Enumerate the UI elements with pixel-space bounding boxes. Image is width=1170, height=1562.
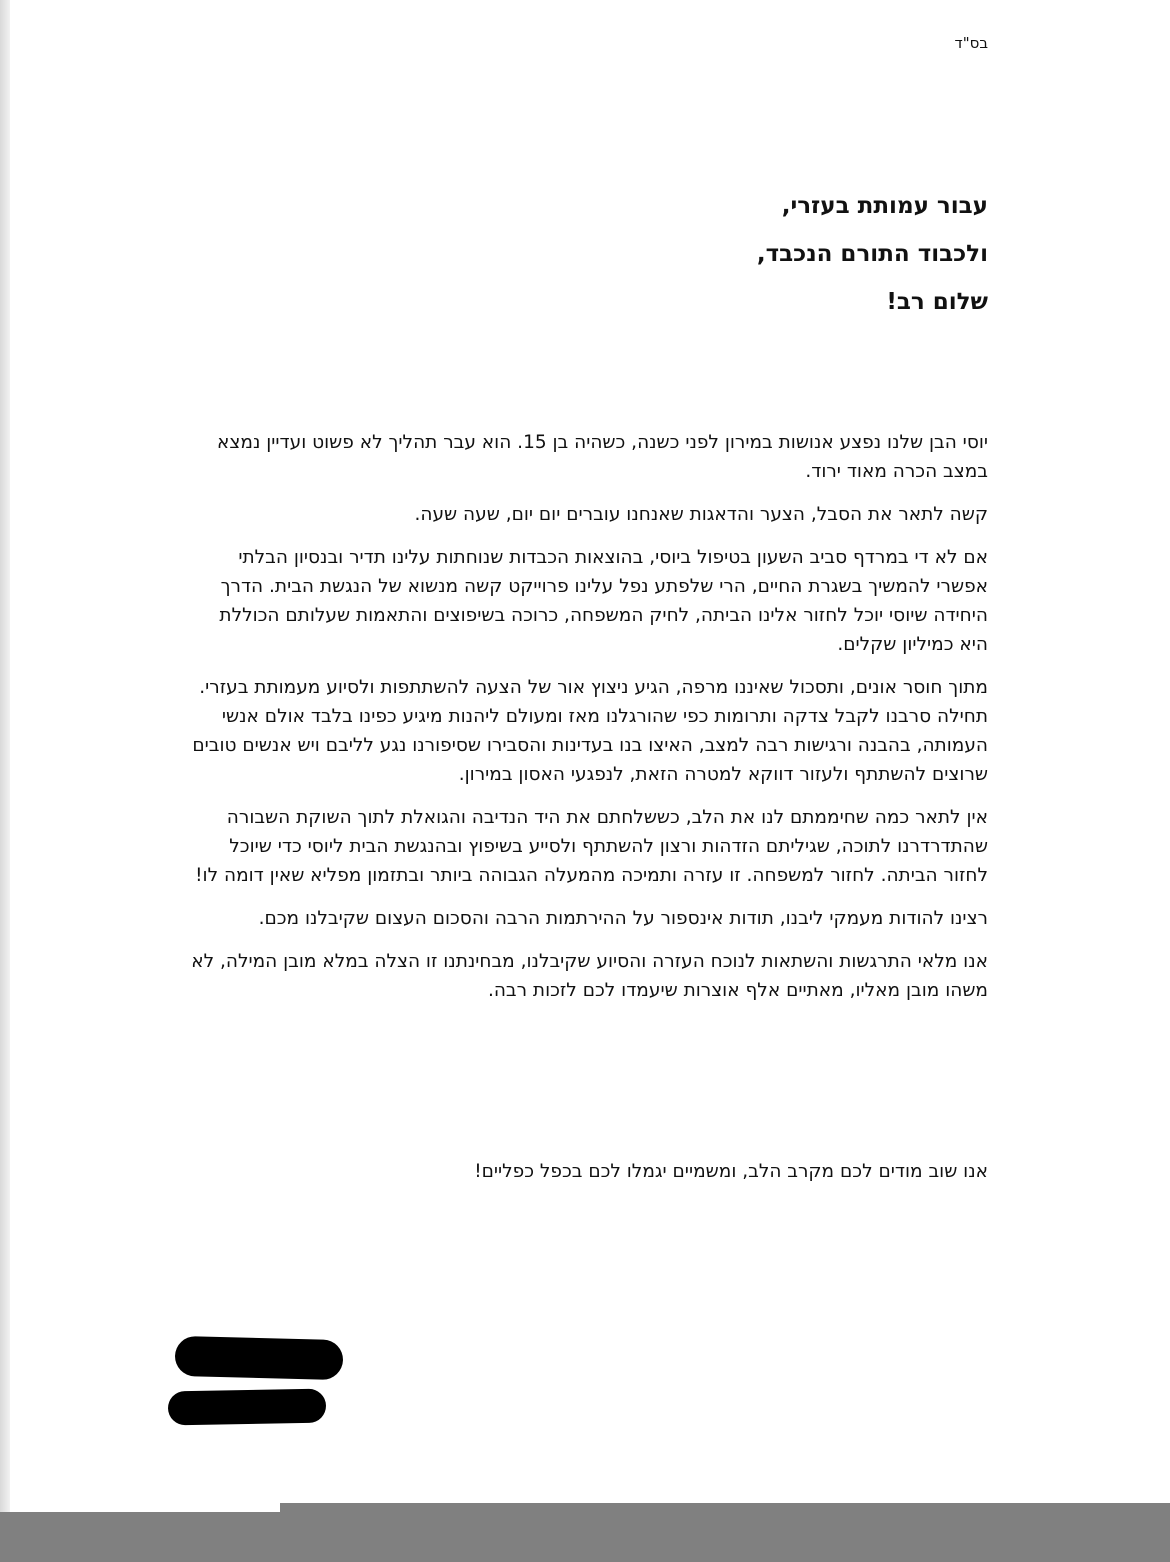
greeting-line-salutation: שלום רב! bbox=[886, 289, 988, 315]
header-mark: בס"ד bbox=[954, 34, 988, 52]
paragraph: אם לא די במרדף סביב השעון בטיפול ביוסי, בהוצאות הכבדות שנוחתות עלינו תדיר ובנסיון הבלתי אפשרי להמשיך בשגרת החיים, הרי שלפתע נפל עלינו פרוייקט קשה מנשוא של הנגשת הבית. הדרך היחידה שיוסי יוכל לחזור אלינו הביתה, לחיק המשפחה, כרוכה בשיפוצים והתאמות שעלותם הכוללת היא כמיליון שקלים. bbox=[219, 547, 988, 655]
paragraph: אנו מלאי התרגשות והשתאות לנוכח העזרה והסיוע שקיבלנו, מבחינתנו זו הצלה במלא מובן המילה, לא משהו מובן מאליו, מאתיים אלף אוצרות שיעמדו לכם לזכות רבה. bbox=[191, 951, 988, 1001]
paragraph: אין לתאר כמה שחיממתם לנו את הלב, כששלחתם את היד הנדיבה והגואלת לתוך השוקת השבורה שהתדרדרנו לתוכה, שגיליתם הזדהות ורצון להשתתף ולסייע בשיפוץ ובהנגשת הבית ליוסי כדי שיוכל לחזור הביתה. לחזור למשפחה. זו עזרה ותמיכה מהמעלה הגבוהה ביותר ובתזמון מפליא שאין דומה לו! bbox=[195, 807, 988, 886]
paragraph: רצינו להודות מעמקי ליבנו, תודות אינספור על ההירתמות הרבה והסכום העצום שקיבלנו מכם. bbox=[258, 908, 988, 929]
paragraph: מתוך חוסר אונים, ותסכול שאיננו מרפה, הגיע ניצוץ אור של הצעה להשתתפות ולסיוע מעמותת בעזרי. תחילה סרבנו לקבל צדקה ותרומות כפי שהורגלנו מאז ומעולם ליהנות מיגיע כפינו בלבד אולם אנשי העמותה, בהבנה ורגישות רבה למצב, האיצו בנו בעדינות והסבירו שסיפורנו נגע לליבם ויש אנשים טובים שרוצים להשתתף ולעזור דווקא למטרה הזאת, לנפגעי האסון במירון. bbox=[192, 677, 988, 785]
greeting-line-recipient: עבור עמותת בעזרי, bbox=[781, 193, 988, 219]
greeting-block bbox=[288, 192, 988, 336]
document-page bbox=[10, 0, 1170, 1512]
closing-line: אנו שוב מודים לכם מקרב הלב, ומשמיים יגמלו לכם בכפל כפליים! bbox=[474, 1161, 988, 1182]
viewer-bottom-bar bbox=[0, 1512, 1170, 1562]
signature-redaction-mark bbox=[175, 1336, 344, 1380]
viewer-bottom-bar-edge bbox=[280, 1503, 1170, 1512]
page-left-shadow bbox=[0, 0, 10, 1512]
paragraph: קשה לתאר את הסבל, הצער והדאגות שאנחנו עוברים יום יום, שעה שעה. bbox=[414, 504, 988, 525]
paragraph: יוסי הבן שלנו נפצע אנושות במירון לפני כשנה, כשהיה בן 15. הוא עבר תהליך לא פשוט ועדיין נמצא במצב הכרה מאוד ירוד. bbox=[217, 432, 988, 482]
letter-body bbox=[188, 428, 988, 1019]
greeting-line-donor: ולכבוד התורם הנכבד, bbox=[756, 241, 988, 267]
signature-redaction-mark bbox=[168, 1389, 327, 1426]
